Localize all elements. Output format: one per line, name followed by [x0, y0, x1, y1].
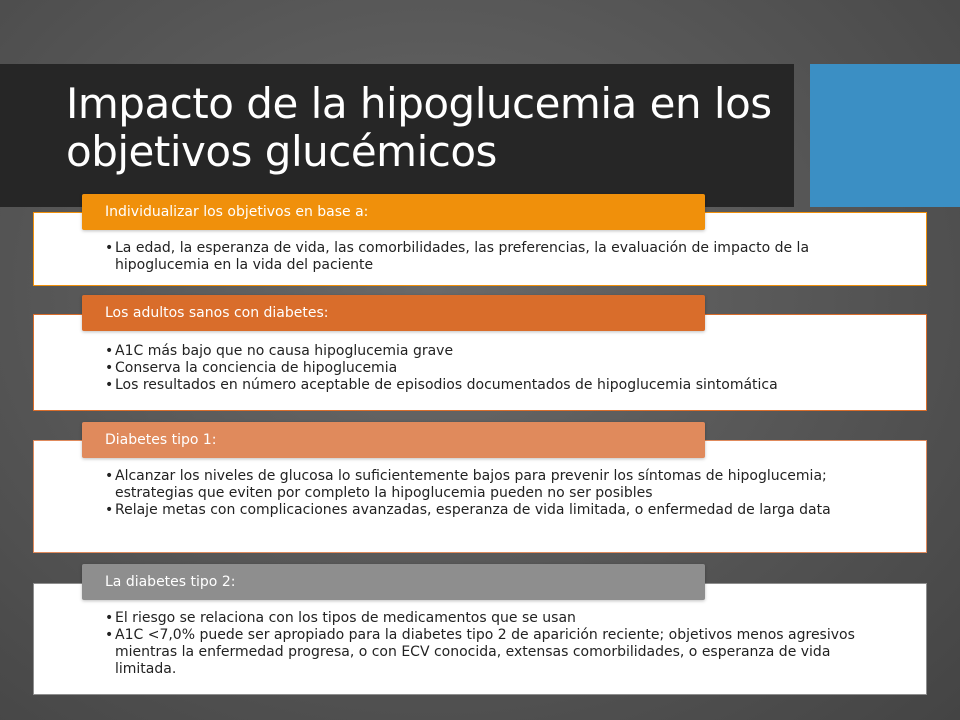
accent-block	[810, 64, 960, 207]
section-list-4	[115, 610, 855, 678]
list-item: • Alcanzar los niveles de glucosa lo suficientemente bajos para prevenir los síntomas de hipoglucemia; estrategias que eviten por completo la hipoglucemia pueden no ser posibles	[115, 468, 855, 502]
section-heading-4: La diabetes tipo 2:	[82, 564, 705, 600]
section-heading-3: Diabetes tipo 1:	[82, 422, 705, 458]
section-heading-1: Individualizar los objetivos en base a:	[82, 194, 705, 230]
list-item: • Los resultados en número aceptable de episodios documentados de hipoglucemia sintomática	[115, 377, 855, 394]
list-item: • A1C <7,0% puede ser apropiado para la diabetes tipo 2 de aparición reciente; objetivos menos agresivos mientras la enfermedad progresa, o con ECV conocida, extensas comorbilidades, o esperanza de vida limitada.	[115, 627, 855, 678]
list-item: • A1C más bajo que no causa hipoglucemia grave	[115, 343, 855, 360]
section-list-3	[115, 468, 855, 519]
list-item: • El riesgo se relaciona con los tipos de medicamentos que se usan	[115, 610, 855, 627]
section-list-1	[115, 240, 855, 274]
list-item: • Conserva la conciencia de hipoglucemia	[115, 360, 855, 377]
slide-title: Impacto de la hipoglucemia en los objetivos glucémicos	[66, 79, 772, 176]
section-list-2	[115, 343, 855, 394]
section-heading-2: Los adultos sanos con diabetes:	[82, 295, 705, 331]
list-item: • La edad, la esperanza de vida, las comorbilidades, las preferencias, la evaluación de impacto de la hipoglucemia en la vida del paciente	[115, 240, 855, 274]
list-item: • Relaje metas con complicaciones avanzadas, esperanza de vida limitada, o enfermedad de larga data	[115, 502, 855, 519]
